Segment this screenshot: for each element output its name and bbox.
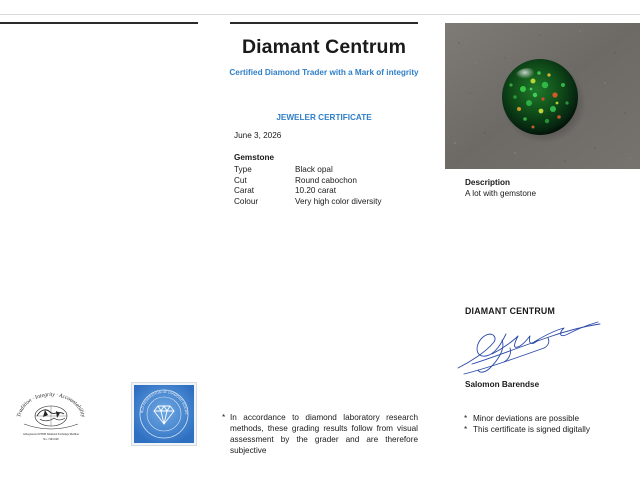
gemstone-heading: Gemstone bbox=[234, 153, 275, 162]
left-seal-arc-text: Tradition · Integrity · Accountability bbox=[16, 391, 86, 418]
certificate-date: June 3, 2026 bbox=[234, 131, 282, 140]
diamond-bourse-seal bbox=[131, 382, 197, 446]
signer-name: Salomon Barendse bbox=[465, 380, 540, 389]
note-text: This certificate is signed digitally bbox=[473, 425, 590, 435]
note-bullet: * bbox=[464, 425, 468, 435]
gemstone-spec-table bbox=[234, 165, 381, 208]
spec-label: Carat bbox=[234, 186, 255, 196]
spec-row-type bbox=[234, 165, 381, 176]
company-name-signature-block: DIAMANT CENTRUM bbox=[465, 306, 555, 316]
note-bullet: * bbox=[464, 414, 468, 423]
right-seal-arc-text: RLD FEDERATION OF DIAMOND BOURS bbox=[139, 389, 189, 415]
company-title: Diamant Centrum bbox=[241, 36, 407, 58]
disclaimer bbox=[222, 413, 418, 457]
page-top-border bbox=[0, 14, 640, 15]
spec-value: Round cabochon bbox=[295, 175, 357, 185]
notes-list bbox=[464, 413, 590, 436]
list-item bbox=[464, 424, 590, 435]
left-seal-caption-2: No. 746/1000 bbox=[43, 438, 59, 441]
spec-value: 10.20 carat bbox=[295, 186, 336, 196]
middle-column-rule bbox=[230, 22, 418, 24]
spec-label: Cut bbox=[234, 175, 247, 185]
company-tagline: Certified Diamond Trader with a Mark of integrity bbox=[229, 68, 419, 77]
description-text: A lot with gemstone bbox=[465, 189, 536, 198]
spec-row-cut bbox=[234, 176, 381, 187]
note-text: Minor deviations are possible bbox=[473, 414, 580, 423]
disclaimer-text: In accordance to diamond laboratory research methods, these grading results follow from visual assessment by the grader and are therefore subjective bbox=[230, 413, 418, 455]
spec-label: Type bbox=[234, 165, 252, 174]
description-heading: Description bbox=[465, 178, 511, 187]
list-item bbox=[464, 413, 590, 424]
spec-value: Black opal bbox=[295, 165, 333, 174]
left-seal-caption-1: A Registered WFDB Diamond Exchange Member bbox=[22, 433, 80, 436]
handwritten-signature bbox=[452, 318, 604, 378]
disclaimer-bullet: * bbox=[222, 413, 226, 422]
spec-label: Colour bbox=[234, 197, 259, 207]
black-opal-photo bbox=[445, 23, 640, 169]
left-column-rule bbox=[0, 22, 198, 24]
certificate-heading: JEWELER CERTIFICATE bbox=[276, 113, 372, 122]
spec-row-carat bbox=[234, 186, 381, 197]
spec-row-colour bbox=[234, 197, 381, 208]
spec-value: Very high color diversity bbox=[295, 197, 382, 207]
globe-diamond-seal bbox=[10, 388, 92, 446]
